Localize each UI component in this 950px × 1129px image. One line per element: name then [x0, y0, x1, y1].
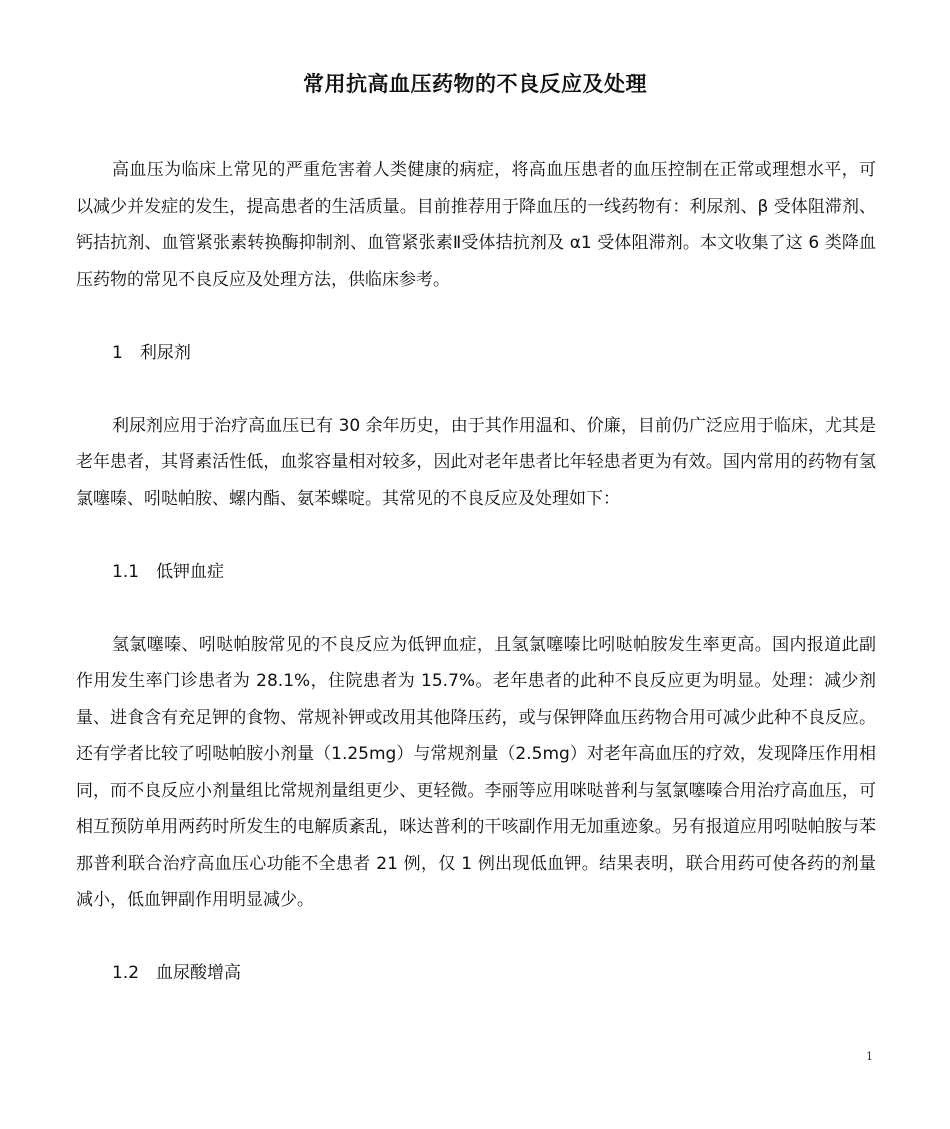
section-heading-diuretics: 1 利尿剂	[112, 342, 191, 363]
subsection-heading-uric-acid: 1.2 血尿酸增高	[112, 963, 242, 983]
hypokalemia-paragraph: 氢氯噻嗪、吲哒帕胺常见的不良反应为低钾血症，且氢氯噻嗪比吲哒帕胺发生率更高。国内报道此副作用发生率门诊患者为 28.1%，住院患者为 15.7%。老年患者的此种不良反应更为明显。处理：减少剂量、进食含有充足钾的食物、常规补钾或改用其他降压药，或与保钾降血压药物合用可减少此种不良反应。还有学者比较了吲哒帕胺小剂量（1.25mg）与常规剂量（2.5mg）对老年高血压的疗效，发现降压作用相同，而不良反应小剂量组比常规剂量组更少、更轻微。李丽等应用咪哒普利与氢氯噻嗪合用治疗高血压，可相互预防单用两药时所发生的电解质紊乱，咪达普利的干咳副作用无加重迹象。另有报道应用吲哒帕胺与苯那普利联合治疗高血压心功能不全患者 21 例，仅 1 例出现低血钾。结果表明，联合用药可使各药的剂量减小，低血钾副作用明显减少。	[76, 634, 876, 910]
spacer	[76, 371, 876, 408]
document-title: 常用抗高血压药物的不良反应及处理	[303, 72, 647, 96]
spacer	[76, 517, 876, 554]
page-number: 1	[866, 1050, 873, 1063]
spacer	[76, 590, 876, 627]
document-body	[76, 152, 876, 992]
diuretics-paragraph: 利尿剂应用于治疗高血压已有 30 余年历史，由于其作用温和、价廉，目前仍广泛应用于临床，尤其是老年患者，其肾素活性低，血浆容量相对较多，因此对老年患者比年轻患者更为有效。国内常用的药物有氢氯噻嗪、吲哒帕胺、螺内酯、氨苯蝶啶。其常见的不良反应及处理如下：	[76, 415, 876, 509]
intro-paragraph: 高血压为临床上常见的严重危害着人类健康的病症，将高血压患者的血压控制在正常或理想水平，可以减少并发症的发生，提高患者的生活质量。目前推荐用于降血压的一线药物有：利尿剂、β 受体阻滞剂、钙拮抗剂、血管紧张素转换酶抑制剂、血管紧张素Ⅱ受体拮抗剂及 α1 受体阻滞剂。本文收集了这 6 类降血压药物的常见不良反应及处理方法，供临床参考。	[76, 160, 876, 290]
spacer	[76, 298, 876, 335]
spacer	[76, 919, 876, 956]
subsection-heading-hypokalemia: 1.1 低钾血症	[112, 561, 225, 582]
